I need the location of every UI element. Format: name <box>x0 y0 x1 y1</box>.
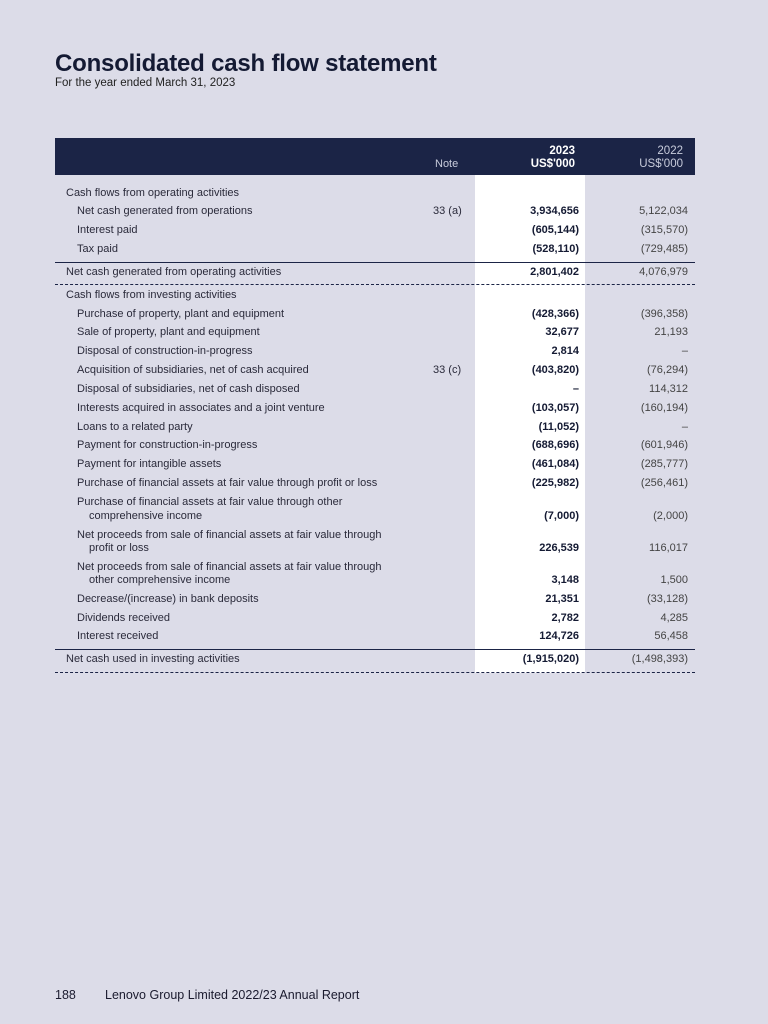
subtotal-rule <box>55 262 695 263</box>
page-subtitle: For the year ended March 31, 2023 <box>55 77 236 89</box>
page-number: 188 <box>55 988 76 1002</box>
page-title: Consolidated cash flow statement <box>55 50 437 77</box>
footer-text: Lenovo Group Limited 2022/23 Annual Report <box>105 988 360 1002</box>
table-header <box>55 138 695 175</box>
header-2022: 2022 US$'000 <box>639 145 683 170</box>
header-2023: 2023 US$'000 <box>530 145 575 170</box>
section-dashed-rule <box>55 284 695 285</box>
header-note: Note <box>435 158 459 170</box>
page-footer <box>55 988 359 1002</box>
subtotal-rule <box>55 649 695 650</box>
section-dashed-rule <box>55 672 695 673</box>
